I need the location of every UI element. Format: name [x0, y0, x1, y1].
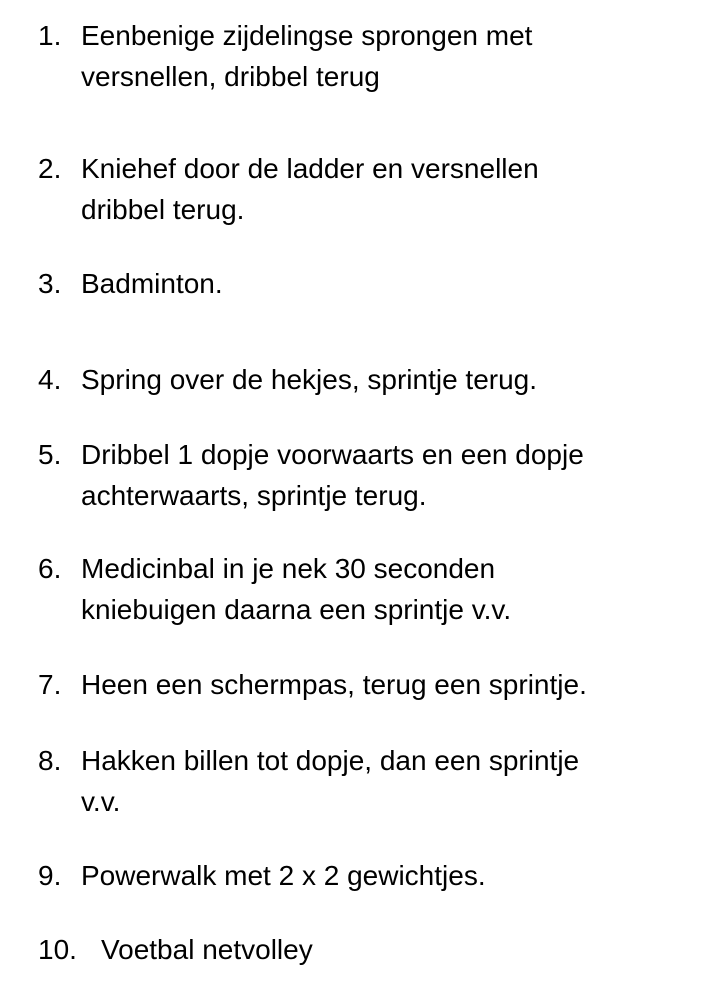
item-text	[81, 740, 681, 822]
item-text-line: Heen een schermpas, terug een sprintje.	[81, 669, 587, 700]
item-number: 1.	[38, 20, 62, 51]
item-text-line: v.v.	[81, 786, 121, 817]
item-text	[81, 434, 681, 516]
item-text	[101, 929, 701, 970]
item-number: 8.	[38, 745, 62, 776]
item-number: 5.	[38, 439, 62, 470]
item-text-line: Spring over de hekjes, sprintje terug.	[81, 364, 538, 395]
item-text-line: Voetbal netvolley	[101, 934, 313, 965]
item-number: 9.	[38, 860, 62, 891]
item-number: 10.	[38, 934, 77, 965]
item-text	[81, 548, 681, 630]
item-text-line: Hakken billen tot dopje, dan een sprintje	[81, 745, 580, 776]
item-text-line: dribbel terug.	[81, 194, 245, 225]
item-text	[81, 855, 681, 896]
item-text	[81, 359, 681, 400]
item-text	[81, 15, 681, 97]
item-text-line: Powerwalk met 2 x 2 gewichtjes.	[81, 860, 486, 891]
item-text-line: achterwaarts, sprintje terug.	[81, 480, 427, 511]
item-text-line: versnellen, dribbel terug	[81, 61, 380, 92]
item-number: 6.	[38, 553, 62, 584]
item-text-line: kniebuigen daarna een sprintje v.v.	[81, 594, 512, 625]
item-number: 2.	[38, 153, 62, 184]
item-text	[81, 148, 681, 230]
item-number: 4.	[38, 364, 62, 395]
item-text-line: Dribbel 1 dopje voorwaarts en een dopje	[81, 439, 584, 470]
item-text-line: Eenbenige zijdelingse sprongen met	[81, 20, 533, 51]
item-text	[81, 263, 681, 304]
item-text	[81, 664, 681, 705]
item-number: 7.	[38, 669, 62, 700]
item-text-line: Medicinbal in je nek 30 seconden	[81, 553, 496, 584]
item-text-line: Badminton.	[81, 268, 223, 299]
item-text-line: Kniehef door de ladder en versnellen	[81, 153, 539, 184]
item-number: 3.	[38, 268, 62, 299]
